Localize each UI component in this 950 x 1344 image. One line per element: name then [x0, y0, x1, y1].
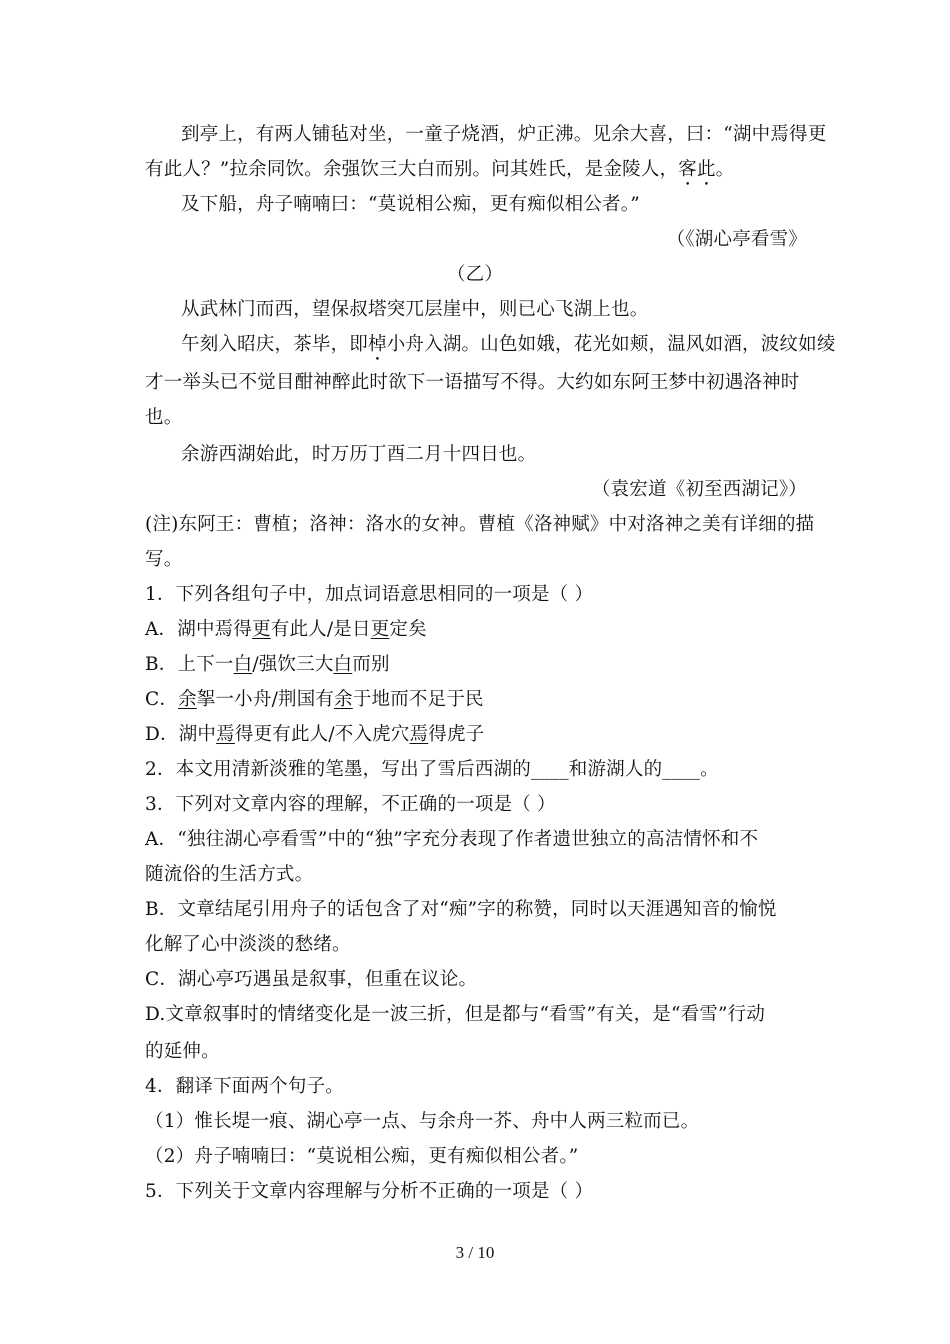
passage-paragraph-4-line-1 — [181, 333, 836, 365]
option-text: D．湖中 — [145, 724, 217, 745]
underlined-word: 更 — [370, 619, 390, 640]
underlined-word: 白 — [333, 654, 353, 675]
underlined-word: 更 — [252, 619, 271, 640]
question-1-option-a — [145, 618, 427, 642]
dotted-word: 棹 — [368, 334, 387, 355]
option-text: /强饮三大 — [252, 654, 334, 675]
underlined-word: 白 — [233, 654, 253, 675]
question-3-option-a-line-1: A．“独往湖心亭看雪”中的“独”字充分表现了作者遗世独立的高洁情怀和不 — [145, 829, 759, 850]
question-4-sentence-2: （2）舟子喃喃曰：“莫说相公痴，更有痴似相公者。” — [145, 1146, 579, 1167]
passage-text: 。 — [715, 159, 735, 180]
passage-text: 有此人？”拉余同饮。余强饮三大白而别。问其姓氏，是金陵人， — [145, 159, 679, 180]
question-1-option-c — [145, 688, 484, 712]
source-citation-b: （袁宏道《初至西湖记》） — [591, 479, 807, 500]
option-text: 挐一小舟/荆国有 — [196, 689, 335, 710]
passage-paragraph-1-line-2 — [145, 158, 734, 190]
passage-text: 小舟入湖。山色如娥，花光如颊，温风如酒，波纹如绫 — [386, 334, 836, 355]
option-text: 得更有此人/不入虎穴 — [234, 724, 410, 745]
question-3-option-b-line-2: 化解了心中淡淡的愁绪。 — [145, 934, 351, 955]
question-3-option-d-line-1: D.文章叙事时的情绪变化是一波三折，但是都与“看雪”有关，是“看雪”行动 — [145, 1004, 766, 1025]
question-4-stem: 4．翻译下面两个句子。 — [145, 1076, 344, 1097]
page-number: 3 / 10 — [455, 1243, 495, 1262]
option-text: 而别 — [352, 654, 390, 675]
passage-text: 午刻入昭庆，茶毕，即 — [181, 334, 369, 355]
section-label-yi: （乙） — [446, 264, 504, 285]
question-4-sentence-1: （1）惟长堤一痕、湖心亭一点、与余舟一芥、舟中人两三粒而已。 — [145, 1111, 700, 1132]
question-3-option-a-line-2: 随流俗的生活方式。 — [145, 864, 314, 885]
option-text: A．湖中焉得 — [145, 619, 253, 640]
question-1-option-b — [145, 653, 390, 677]
passage-paragraph-4-line-3: 也。 — [145, 407, 183, 428]
annotation-note-line-1: (注)东阿王：曹植；洛神：洛水的女神。曹植《洛神赋》中对洛神之美有详细的描 — [145, 514, 815, 535]
dotted-word: 客此 — [678, 159, 716, 180]
question-3-option-d-line-2: 的延伸。 — [145, 1041, 220, 1062]
annotation-note-line-2: 写。 — [145, 549, 183, 570]
passage-paragraph-5: 余游西湖始此，时万历丁酉二月十四日也。 — [181, 444, 537, 465]
passage-paragraph-3: 从武林门而西，望保叔塔突兀层崖中，则已心飞湖上也。 — [181, 299, 649, 320]
question-3-option-b-line-1: B．文章结尾引用舟子的话包含了对“痴”字的称赞，同时以天涯遇知音的愉悦 — [145, 899, 777, 920]
option-text: 有此人/是日 — [270, 619, 371, 640]
question-1-option-d — [145, 723, 484, 747]
underlined-word: 焉 — [216, 724, 235, 745]
question-1-stem: 1．下列各组句子中，加点词语意思相同的一项是（ ） — [145, 584, 594, 605]
passage-paragraph-2: 及下船，舟子喃喃曰：“莫说相公痴，更有痴似相公者。” — [181, 194, 640, 215]
question-3-stem: 3．下列对文章内容的理解，不正确的一项是（ ） — [145, 794, 556, 815]
option-text: 得虎子 — [428, 724, 485, 745]
option-text: B．上下一 — [145, 654, 234, 675]
underlined-word: 焉 — [409, 724, 429, 745]
passage-paragraph-4-line-2: 才一举头已不觉目酣神醉此时欲下一语描写不得。大约如东阿王梦中初遇洛神时 — [145, 372, 800, 393]
passage-paragraph-1-line-1: 到亭上，有两人铺毡对坐，一童子烧酒，炉正沸。见余大喜，曰：“湖中焉得更 — [181, 124, 827, 145]
source-citation-a: （《湖心亭看雪》 — [666, 229, 807, 250]
question-2-stem: 2．本文用清新淡雅的笔墨，写出了雪后西湖的____和游湖人的____。 — [145, 759, 719, 780]
underlined-word: 余 — [178, 689, 197, 710]
option-text: 于地而不足于民 — [352, 689, 484, 710]
underlined-word: 余 — [334, 689, 353, 710]
question-3-option-c: C．湖心亭巧遇虽是叙事，但重在议论。 — [145, 969, 478, 990]
option-text: C． — [145, 689, 179, 710]
option-text: 定矣 — [389, 619, 427, 640]
question-5-stem: 5．下列关于文章内容理解与分析不正确的一项是（ ） — [145, 1181, 594, 1202]
